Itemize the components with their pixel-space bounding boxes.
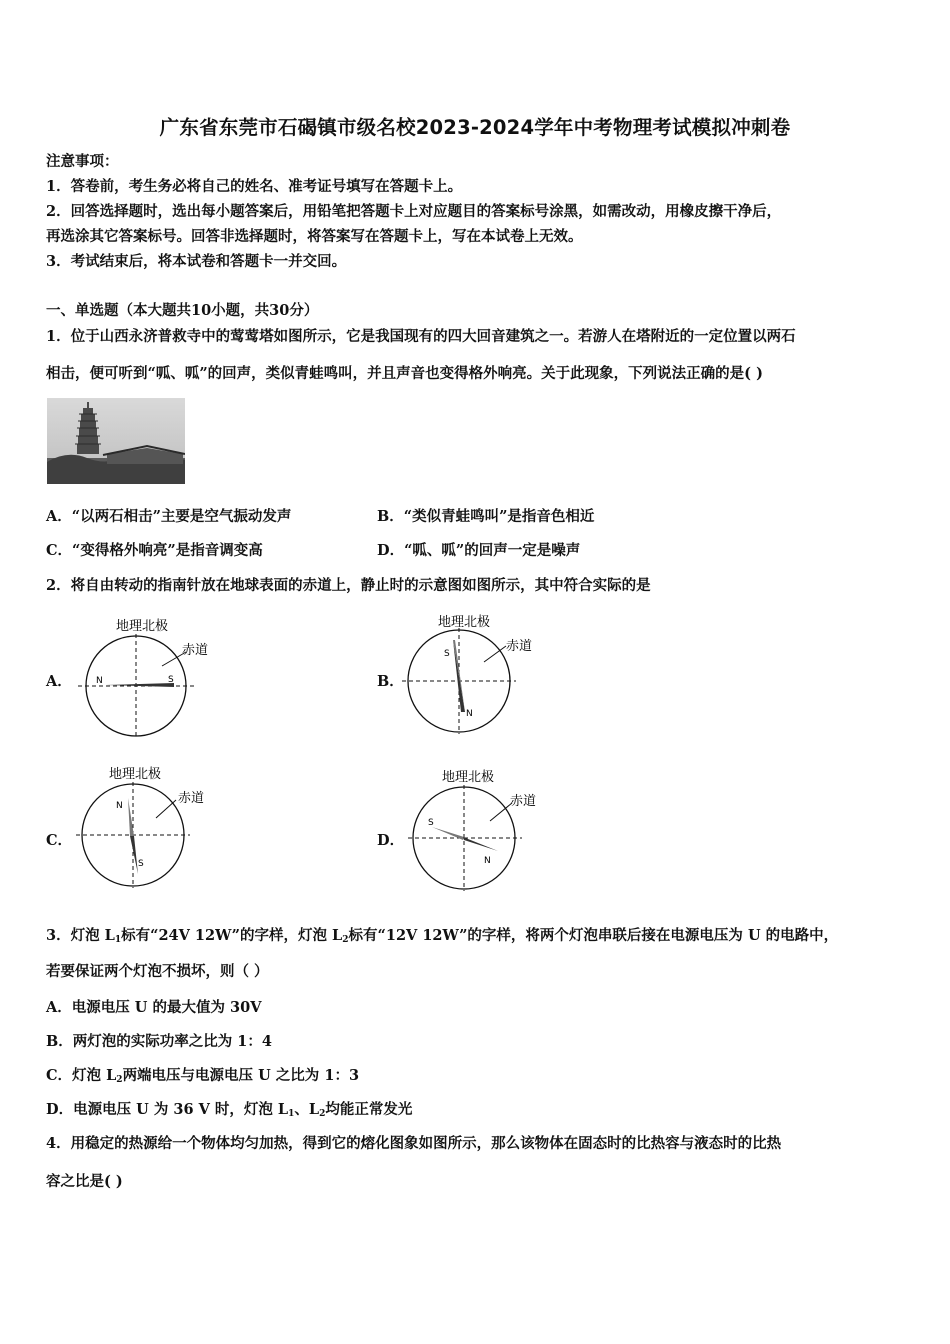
equator-label: 赤道: [178, 791, 205, 806]
q3-option-c[interactable]: C．灯泡 $L_2$两端电压与电源电压 U 之比为 1：3: [46, 1067, 360, 1085]
s-label: S: [444, 649, 450, 659]
n-label: N: [116, 801, 123, 811]
q2-option-a[interactable]: A．: [46, 673, 72, 690]
q4-stem-line2: 容之比是( ): [46, 1173, 123, 1190]
q3-stem-line1: 3．灯泡 $L_1$标有“24V 12W”的字样，灯泡 $L_2$标有“12V 12W”的字样，将两个灯泡串联后接在电源电压为 U 的电路中，: [46, 927, 839, 945]
notice-item: 3．考试结束后，将本试卷和答题卡一并交回。: [46, 253, 347, 270]
compass-diagram-d: [408, 765, 558, 895]
pole-label: 地理北极: [109, 767, 162, 782]
notice-heading: 注意事项：: [46, 153, 119, 170]
compass-diagram-a: [76, 612, 216, 742]
equator-label: 赤道: [510, 794, 537, 809]
pole-label: 地理北极: [438, 615, 491, 630]
notice-item: 再选涂其它答案标号。回答非选择题时，将答案写在答题卡上，写在本试卷上无效。: [46, 228, 583, 245]
pole-label: 地理北极: [116, 619, 169, 634]
q2-option-d[interactable]: D．: [377, 832, 405, 849]
compass-diagram-c: [76, 762, 226, 892]
section-heading: 一、单选题（本大题共10小题，共30分）: [46, 302, 319, 319]
pagoda-photo: [47, 398, 185, 484]
q1-stem-line1: 1．位于山西永济普救寺中的莺莺塔如图所示，它是我国现有的四大回音建筑之一。若游人在塔附近的一定位置以两石: [46, 328, 796, 345]
q1-option-a[interactable]: A．“以两石相击”主要是空气振动发声: [46, 508, 292, 525]
q4-stem-line1: 4．用稳定的热源给一个物体均匀加热，得到它的熔化图象如图所示，那么该物体在固态时的比热容与液态时的比热: [46, 1135, 782, 1152]
compass-diagram-b: [402, 608, 552, 738]
q3-stem-line2: 若要保证两个灯泡不损坏，则（ ）: [46, 963, 269, 980]
q1-option-b[interactable]: B．“类似青蛙鸣叫”是指音色相近: [377, 508, 595, 525]
s-label: S: [168, 675, 174, 685]
pole-label: 地理北极: [442, 770, 495, 785]
q1-stem-line2: 相击，便可听到“呱、呱”的回声，类似青蛙鸣叫，并且声音也变得格外响亮。关于此现象，下列说法正确的是( ): [46, 365, 763, 382]
n-label: N: [96, 676, 103, 686]
q1-option-c[interactable]: C．“变得格外响亮”是指音调变高: [46, 542, 263, 559]
q2-stem: 2．将自由转动的指南针放在地球表面的赤道上，静止时的示意图如图所示，其中符合实际的是: [46, 577, 651, 594]
q2-option-c[interactable]: C．: [46, 832, 73, 849]
s-label: S: [428, 818, 434, 828]
n-label: N: [466, 709, 473, 719]
q3-option-a[interactable]: A．电源电压 U 的最大值为 30V: [46, 999, 262, 1016]
page-title: 广东省东莞市石碣镇市级名校2023-2024学年中考物理考试模拟冲刺卷: [159, 116, 791, 139]
s-label: S: [138, 859, 144, 869]
notice-item: 2．回答选择题时，选出每小题答案后，用铅笔把答题卡上对应题目的答案标号涂黑，如需改动，用橡皮擦干净后，: [46, 203, 782, 220]
q3-option-b[interactable]: B．两灯泡的实际功率之比为 1：4: [46, 1033, 272, 1050]
n-label: N: [484, 856, 491, 866]
q1-option-d[interactable]: D．“呱、呱”的回声一定是噪声: [377, 542, 581, 559]
notice-item: 1．答卷前，考生务必将自己的姓名、准考证号填写在答题卡上。: [46, 178, 463, 195]
q3-option-d[interactable]: D．电源电压 U 为 36 V 时，灯泡 $L_1$、$L_2$均能正常发光: [46, 1101, 413, 1119]
equator-label: 赤道: [506, 639, 533, 654]
q2-option-b[interactable]: B．: [377, 673, 404, 690]
equator-label: 赤道: [182, 643, 209, 658]
